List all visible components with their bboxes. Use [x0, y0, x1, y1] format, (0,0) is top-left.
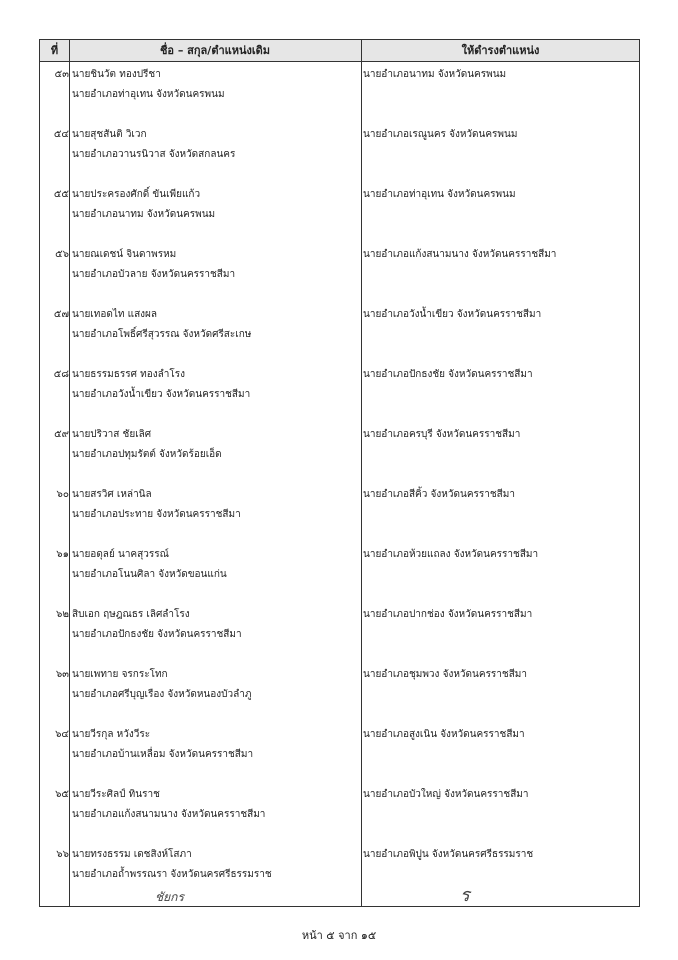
new-position: นายอำเภอเรณูนคร จังหวัดนครพนม: [363, 129, 518, 140]
table-row: [40, 847, 639, 907]
new-position: นายอำเภอนาทม จังหวัดนครพนม: [363, 69, 507, 80]
new-position: นายอำเภอปักธงชัย จังหวัดนครราชสีมา: [363, 369, 533, 380]
table-row: [40, 667, 639, 727]
person-name: นายประครองศักดิ์ ขันเพียแก้ว: [72, 189, 201, 200]
signature-mark: ร: [460, 885, 470, 906]
row-number: ๕๕: [53, 189, 69, 200]
previous-position: นายอำเภอบัวลาย จังหวัดนครราชสีมา: [72, 269, 236, 280]
person-name: นายธรรมธรรศ ทองลำโรง: [72, 369, 185, 380]
previous-position: นายอำเภอปทุมรัตต์ จังหวัดร้อยเอ็ด: [72, 449, 222, 460]
new-position: นายอำเภอบัวใหญ่ จังหวัดนครราชสีมา: [363, 789, 529, 800]
new-position: นายอำเภอครบุรี จังหวัดนครราชสีมา: [363, 429, 521, 440]
signature-initials: ชัยกร: [155, 890, 184, 904]
row-number: ๖๕: [55, 789, 69, 800]
table-row: [40, 427, 639, 487]
table-row: [40, 187, 639, 247]
header-new-position: ให้ดำรงตำแหน่ง: [461, 44, 540, 57]
header-name: ชื่อ – สกุล/ตำแหน่งเดิม: [159, 44, 271, 57]
person-name: นายวีระศิลป์ ทินราช: [72, 789, 160, 800]
row-number: ๕๗: [53, 309, 69, 320]
table-row: [40, 727, 639, 787]
person-name: นายสุชสันติ วิเวก: [72, 129, 147, 140]
table-row: [40, 787, 639, 847]
row-number: ๕๖: [55, 249, 69, 260]
table-row: [40, 607, 639, 667]
new-position: นายอำเภอพิปูน จังหวัดนครศรีธรรมราช: [363, 849, 534, 860]
previous-position: นายอำเภอแก้งสนามนาง จังหวัดนครราชสีมา: [72, 809, 266, 820]
table-row: [40, 307, 639, 367]
person-name: นายทรงธรรม เดชสิงห์โสภา: [72, 849, 192, 860]
previous-position: นายอำเภอศรีบุญเรือง จังหวัดหนองบัวลำภู: [72, 689, 252, 700]
person-name: สิบเอก ฤษฎณธร เลิศลำโรง: [72, 609, 190, 620]
row-number: ๖๓: [55, 669, 69, 680]
new-position: นายอำเภอท่าอุเทน จังหวัดนครพนม: [363, 189, 516, 200]
table-row: [40, 247, 639, 307]
table-header: [40, 40, 639, 62]
new-position: นายอำเภอแก้งสนามนาง จังหวัดนครราชสีมา: [363, 249, 557, 260]
person-name: นายปริวาส ชัยเลิศ: [72, 429, 152, 440]
header-no: ที่: [50, 44, 59, 57]
page-number: หน้า ๕ จาก ๑๕: [301, 929, 377, 942]
row-number: ๕๔: [53, 129, 69, 140]
person-name: นายณเดชน์ จินดาพรหม: [72, 249, 177, 260]
row-number: ๖๐: [56, 489, 69, 500]
previous-position: นายอำเภอวานรนิวาส จังหวัดสกลนคร: [72, 149, 236, 160]
new-position: นายอำเภอสูงเนิน จังหวัดนครราชสีมา: [363, 729, 525, 740]
previous-position: นายอำเภอประทาย จังหวัดนครราชสีมา: [72, 509, 241, 520]
new-position: นายอำเภอห้วยแถลง จังหวัดนครราชสีมา: [363, 549, 539, 560]
row-number: ๕๙: [54, 429, 69, 440]
new-position: นายอำเภอชุมพวง จังหวัดนครราชสีมา: [363, 669, 528, 680]
person-name: นายวีรกุล หวังวีระ: [72, 729, 151, 740]
previous-position: นายอำเภอวังน้ำเขียว จังหวัดนครราชสีมา: [72, 389, 251, 400]
table-row: [40, 487, 639, 547]
person-name: นายอดุลย์ นาคสุวรรณ์: [72, 549, 169, 560]
person-name: นายเทอดไท แสงผล: [72, 309, 158, 320]
row-number: ๕๓: [54, 69, 69, 80]
row-number: ๖๒: [56, 609, 69, 620]
row-number: ๖๖: [56, 849, 69, 860]
row-number: ๕๘: [53, 369, 69, 380]
new-position: นายอำเภอวังน้ำเขียว จังหวัดนครราชสีมา: [363, 309, 542, 320]
table-row: [40, 547, 639, 607]
table-row: [40, 127, 639, 187]
previous-position: นายอำเภอโนนศิลา จังหวัดขอนแก่น: [72, 569, 227, 580]
row-number: ๖๔: [55, 729, 69, 740]
table-row: [40, 367, 639, 427]
previous-position: นายอำเภอบ้านเหลื่อม จังหวัดนครราชสีมา: [72, 749, 254, 760]
person-name: นายเพทาย จรกระโทก: [72, 669, 168, 680]
person-name: นายชินวัต ทองปรีชา: [72, 69, 161, 80]
previous-position: นายอำเภอถ้ำพรรณรา จังหวัดนครศรีธรรมราช: [72, 869, 272, 880]
table-row: [40, 67, 639, 127]
previous-position: นายอำเภอโพธิ์ศรีสุวรรณ จังหวัดศรีสะเกษ: [72, 329, 252, 340]
previous-position: นายอำเภอท่าอุเทน จังหวัดนครพนม: [72, 89, 225, 100]
previous-position: นายอำเภอปักธงชัย จังหวัดนครราชสีมา: [72, 629, 242, 640]
appointment-table: [39, 39, 640, 907]
new-position: นายอำเภอปากช่อง จังหวัดนครราชสีมา: [363, 609, 533, 620]
person-name: นายสรวิศ เหล่านิล: [72, 489, 152, 500]
previous-position: นายอำเภอนาทม จังหวัดนครพนม: [72, 209, 216, 220]
row-number: ๖๑: [56, 549, 69, 560]
new-position: นายอำเภอสีคิ้ว จังหวัดนครราชสีมา: [363, 489, 515, 500]
